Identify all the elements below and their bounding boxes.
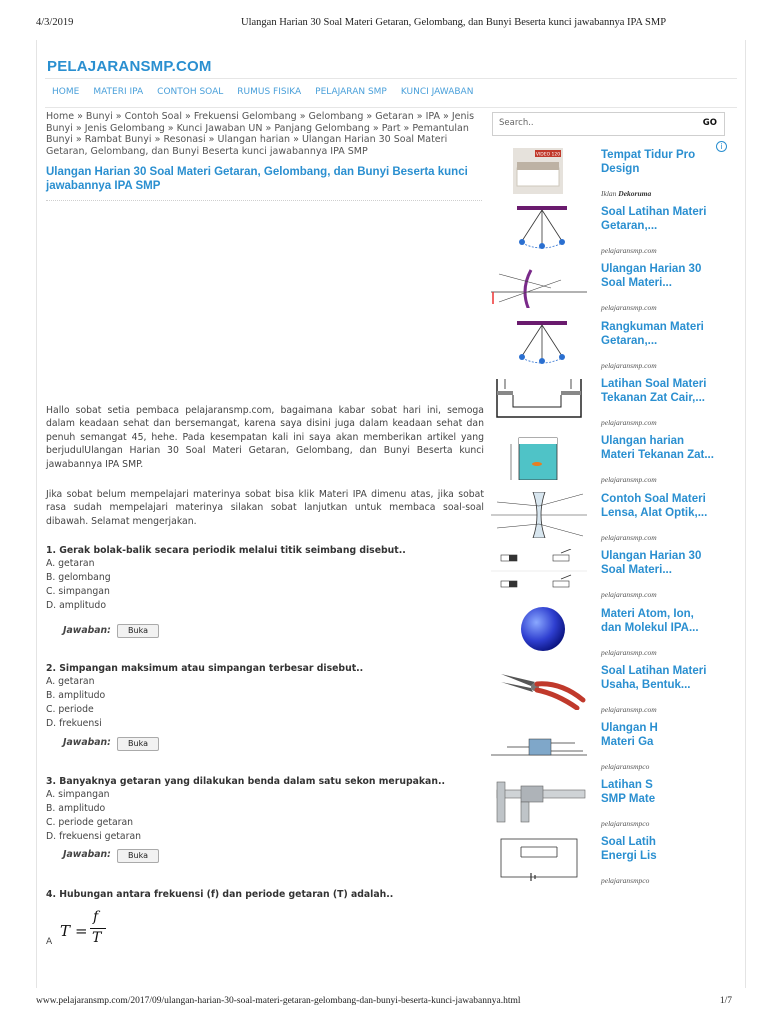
option-b: B. amplitudo [46, 803, 106, 814]
related-item-source: pelajaransmp.com [601, 475, 657, 484]
breadcrumb-item[interactable]: IPA [425, 111, 441, 122]
mirror-ray-thumbnail [491, 262, 587, 308]
answer-label: Jawaban: [63, 737, 111, 748]
related-item[interactable] [491, 262, 731, 318]
nav-item-rumus-fisika[interactable]: RUMUS FISIKA [237, 87, 302, 97]
breadcrumb-item[interactable]: Panjang Gelombang [274, 122, 370, 134]
nav-item-kunci-jawaban[interactable]: KUNCI JAWABAN [400, 87, 474, 97]
related-item[interactable] [491, 377, 731, 433]
related-item-source: pelajaransmp.com [601, 361, 657, 370]
site-logo[interactable]: PELAJARANSMP.COM [47, 58, 212, 75]
related-item-source: pelajaransmp.com [601, 705, 657, 714]
bed-ad-thumbnail [491, 148, 587, 194]
intro-paragraph-2: Jika sobat belum mempelajari materinya sobat bisa klik Materi IPA dimenu atas, jika sobat rasa sudah mempelajari materinya silakan sobat lanjutkan untuk membaca soal-soal dibawah. Selamat mengerjakan. [46, 489, 484, 527]
info-icon[interactable]: i [716, 141, 727, 152]
answer-label: Jawaban: [63, 625, 111, 636]
breadcrumb-item[interactable]: Rambat Bunyi [84, 134, 152, 145]
sphere-thumbnail [491, 607, 587, 653]
option-a: A. getaran [46, 558, 95, 569]
related-item[interactable] [491, 778, 731, 834]
caliper-thumbnail [491, 778, 587, 824]
circuit-thumbnail [491, 835, 587, 881]
related-item-title[interactable]: Rangkuman Materi Getaran,... [601, 321, 704, 347]
answer-label: Jawaban: [63, 849, 111, 860]
breadcrumb-current: Ulangan Harian 30 Soal Materi Getaran, Gelombang, dan Bunyi Beserta kunci jawabannya IPA SMP [46, 134, 448, 157]
option-d: D. frekuensi [46, 718, 102, 729]
related-item-source: pelajaransmpco [601, 876, 650, 885]
reveal-answer-button[interactable]: Buka [117, 624, 159, 638]
print-footer [36, 996, 732, 1010]
print-header [36, 17, 732, 31]
related-item-title[interactable]: Tempat Tidur Pro Design [601, 149, 696, 175]
related-item-source: pelajaransmp.com [601, 303, 657, 312]
magnet-diagram-thumbnail [491, 549, 587, 595]
option-b: B. gelombang [46, 572, 111, 583]
nav-item-home[interactable]: HOME [52, 87, 80, 97]
water-tank-thumbnail [491, 434, 587, 480]
print-page-number: 1/7 [719, 996, 732, 1006]
related-item-title[interactable]: Materi Atom, Ion, dan Molekul IPA... [601, 608, 699, 634]
question-text: 1. Gerak bolak-balik secara periodik melalui titik seimbang disebut.. [46, 545, 406, 556]
related-item-title[interactable]: Latihan S SMP Mate [601, 779, 656, 805]
hydraulic-press-thumbnail [491, 377, 587, 423]
related-item-title[interactable]: Soal Latih Energi Lis [601, 836, 657, 862]
related-item[interactable] [491, 320, 731, 376]
question-text: 2. Simpangan maksimum atau simpangan terbesar disebut.. [46, 663, 364, 674]
lens-thumbnail [491, 492, 587, 538]
nav-item-materi-ipa[interactable]: MATERI IPA [93, 87, 144, 97]
breadcrumb-item[interactable]: Bunyi [85, 111, 113, 122]
breadcrumb-item[interactable]: Resonasi [163, 134, 206, 145]
option-a: A. getaran [46, 676, 95, 687]
option-b: B. amplitudo [46, 690, 106, 701]
breadcrumb-item[interactable]: Ulangan harian [217, 134, 291, 145]
related-item[interactable] [491, 664, 731, 720]
breadcrumb-item[interactable]: Kunci Jawaban UN [176, 122, 263, 134]
related-item-source: pelajaransmpco [601, 819, 650, 828]
question-2 [46, 662, 486, 731]
intro-paragraph: Hallo sobat setia pembaca pelajaransmp.com, bagaimana kabar sobat hari ini, semoga dalam keadaan sehat dan bersemangat, karena saya disini juga dalam keadaan sehat dan penuh semangat 45, hehe. Pada kesempatan kali ini saya akan memberikan artikel yang berjudulUlangan Harian 30 Soal Materi Getaran, Gelombang, dan Bunyi Beserta kunci jawabannya IPA SMP. [46, 405, 484, 470]
print-date: 4/3/2019 [36, 17, 74, 28]
article-title: Ulangan Harian 30 Soal Materi Getaran, Gelombang, dan Bunyi Beserta kunci jawabannya IPA SMP [46, 166, 468, 192]
print-url: www.pelajaransmp.com/2017/09/ulangan-harian-30-soal-materi-getaran-gelombang-dan-bunyi-beserta-kunci-jawabannya.html [36, 996, 521, 1006]
formula-option-a [46, 906, 126, 956]
option-a: A. simpangan [46, 789, 110, 800]
video-badge: VIDEO 120 [535, 152, 561, 158]
formula-option-label: A [46, 937, 53, 947]
related-item[interactable] [491, 148, 731, 204]
breadcrumb-item[interactable]: Pemantulan Bunyi [46, 122, 469, 145]
formula-numerator: f [93, 909, 99, 925]
title-divider [46, 200, 482, 201]
nav-item-pelajaran-smp[interactable]: PELAJARAN SMP [315, 87, 387, 97]
related-item-title[interactable]: Ulangan Harian 30 Soal Materi... [601, 263, 702, 289]
question-4 [46, 888, 486, 901]
related-item-source: pelajaransmpco [601, 762, 650, 771]
pendulum-thumbnail [491, 320, 587, 366]
question-1 [46, 544, 486, 613]
main-nav [45, 78, 737, 108]
related-item[interactable] [491, 205, 731, 261]
option-c: C. periode getaran [46, 817, 134, 828]
option-d: D. frekuensi getaran [46, 831, 142, 842]
related-item-source: pelajaransmp.com [601, 246, 657, 255]
related-item-source: pelajaransmp.com [601, 418, 657, 427]
related-item[interactable] [491, 549, 731, 605]
option-c: C. simpangan [46, 586, 110, 597]
breadcrumb-item[interactable]: Getaran [375, 111, 414, 122]
related-item-title[interactable]: Ulangan harian Materi Tekanan Zat... [601, 435, 714, 461]
option-c: C. periode [46, 704, 94, 715]
question-3 [46, 775, 486, 844]
search-box[interactable] [492, 112, 725, 136]
search-input[interactable]: Search.. [499, 118, 534, 128]
breadcrumb-item[interactable]: Part [381, 122, 401, 134]
related-posts-sidebar [491, 142, 731, 988]
breadcrumb-item[interactable]: Home [46, 111, 75, 122]
related-item-source: pelajaransmp.com [601, 590, 657, 599]
related-item-title[interactable]: Latihan Soal Materi Tekanan Zat Cair,... [601, 378, 707, 404]
related-item-title[interactable]: Ulangan Harian 30 Soal Materi... [601, 550, 702, 576]
breadcrumb-item[interactable]: Jenis Bunyi [46, 111, 475, 134]
question-text: 3. Banyaknya getaran yang dilakukan benda dalam satu sekon merupakan.. [46, 776, 446, 787]
print-page-title: Ulangan Harian 30 Soal Materi Getaran, Gelombang, dan Bunyi Beserta kunci jawabannya IPA SMP [241, 17, 667, 28]
breadcrumb-item[interactable]: Jenis Gelombang [84, 122, 165, 134]
breadcrumb-item[interactable]: Contoh Soal [124, 111, 182, 122]
related-item[interactable] [491, 607, 731, 663]
search-go-button[interactable]: GO [702, 118, 717, 128]
option-d: D. amplitudo [46, 600, 107, 611]
related-item[interactable] [491, 721, 731, 777]
pliers-thumbnail [491, 664, 587, 710]
related-item-source: Iklan Dekoruma [601, 189, 652, 198]
related-item-source: pelajaransmp.com [601, 648, 657, 657]
formula-lhs: T [60, 922, 71, 940]
related-item-source: pelajaransmp.com [601, 533, 657, 542]
related-item[interactable] [491, 492, 731, 548]
breadcrumb-item[interactable]: Frekuensi Gelombang [193, 111, 297, 122]
nav-item-contoh-soal[interactable]: CONTOH SOAL [157, 87, 224, 97]
reveal-answer-button[interactable]: Buka [117, 849, 159, 863]
formula-denominator: T [92, 930, 102, 946]
related-item-title[interactable]: Ulangan H Materi Ga [601, 722, 658, 748]
force-diagram-thumbnail [491, 721, 587, 767]
related-item-title[interactable]: Soal Latihan Materi Getaran,... [601, 206, 707, 232]
related-item[interactable] [491, 434, 731, 490]
web-page [36, 40, 746, 988]
related-item-title[interactable]: Soal Latihan Materi Usaha, Bentuk... [601, 665, 707, 691]
reveal-answer-button[interactable]: Buka [117, 737, 159, 751]
related-item-title[interactable]: Contoh Soal Materi Lensa, Alat Optik,... [601, 493, 708, 519]
breadcrumb: Home » Bunyi » Contoh Soal » Frekuensi Gelombang » Gelombang » Getaran » IPA » Jenis Bunyi » Jenis Gelombang » Kunci Jawaban UN » Panjang Gelombang » Part » Pemantulan Bunyi » Rambat Bunyi » Resonasi » Ulangan harian » Ulangan Harian 30 Soal Materi Getaran, Gelombang, dan Bunyi Beserta kunci jawabannya IPA SMP [46, 111, 475, 157]
pendulum-thumbnail [491, 205, 587, 251]
formula-equals: = [75, 922, 88, 940]
breadcrumb-item[interactable]: Gelombang [308, 111, 364, 122]
related-item[interactable] [491, 835, 731, 891]
question-text: 4. Hubungan antara frekuensi (f) dan periode getaran (T) adalah.. [46, 889, 394, 900]
fraction-bar [90, 928, 106, 929]
